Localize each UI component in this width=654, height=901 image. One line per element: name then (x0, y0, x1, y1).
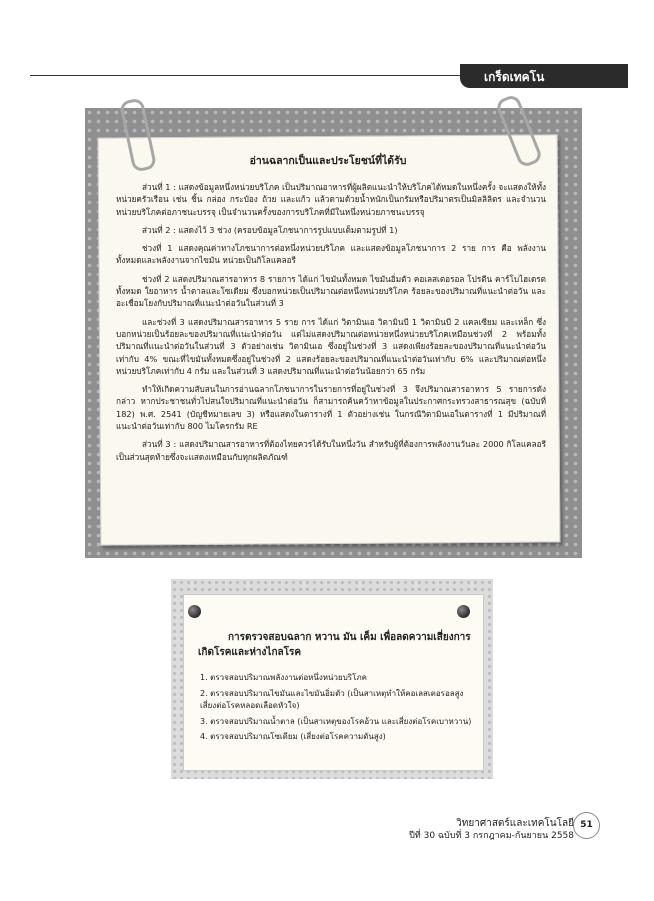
paragraph: และช่วงที่ 3 แสดงปริมาณสารอาหาร 5 ราย การ ได้แก่ วิตามินเอ วิตามินบี 1 วิตามินบี 2 แคลเซียม และเหล็ก ซึ่งบอกหน่วยเป็นร้อยละของปริมาณที่แนะนำต่อวัน แต่ไม่แสดงปริมาณต่อหน่วยหนึ่งหน่วยบริโภคเหมือนช่วงที่ 2 พร้อมทั้งปริมาณที่แนะนำต่อวันในส่วนที่ 3 ตัวอย่างเช่น วิตามินเอ ซึ่งอยู่ในช่วงที่ 3 แสดงเพียงร้อยละของปริมาณที่แนะนำต่อวันเท่ากับ 4% ขณะที่ไขมันทั้งหมดซึ่งอยู่ในช่วงที่ 2 แสดงร้อยละของปริมาณที่แนะนำต่อวันเท่ากับ 6% และปริมาณต่อหนึ่งหน่วยบริโภคเท่ากับ 4 กรัม และในส่วนที่ 3 แสดงปริมาณที่แนะนำต่อวันน้อยกว่า 65 กรัม (116, 316, 546, 376)
section-tab (460, 64, 628, 88)
pushpin-icon (457, 605, 470, 618)
paragraph: ช่วงที่ 1 แสดงคุณค่าทางโภชนาการต่อหนึ่งหน่วยบริโภค และแสดงข้อมูลโภชนาการ 2 ราย การ คือ พลังงานทั้งหมดและพลังงานจากไขมัน หน่วยเป็นกิโลแคลอรี (116, 243, 546, 266)
list-item: 4. ตรวจสอบปริมาณโซเดียม (เสี่ยงต่อโรคความดันสูง) (200, 732, 386, 741)
list-item: 2. ตรวจสอบปริมาณไขมันและไขมันอิ่มตัว (เป็นสาเหตุทำให้คอเลสเตอรอลสูง เสี่ยงต่อโรคหลอดเลือดหัวใจ) (200, 688, 464, 710)
paragraph: ส่วนที่ 1 : แสดงข้อมูลหนึ่งหน่วยบริโภค เป็นปริมาณอาหารที่ผู้ผลิตแนะนำให้บริโภคได้หมดในหนึ่งครั้ง จะแสดงให้ทั้งหน่วยครัวเรือน เช่น ชิ้น กล่อง กระป๋อง ถ้วย และแก้ว แล้วตามด้วยน้ำหนักเป็นกรัมหรือปริมาตรเป็นมิลลิลิตร และจำนวนหน่วยบริโภคต่อภาชนะบรรจุ เป็นจำนวนครั้งของการบริโภคที่มีในหนึ่งหน่วยภาชนะบรรจุ (116, 182, 546, 217)
section-tab-label: เกร็ดเทคโน (484, 70, 545, 84)
page-number: 51 (573, 812, 600, 839)
box1-body (116, 181, 546, 469)
paragraph: ส่วนที่ 2 : แสดงไว้ 3 ช่วง (ครอบข้อมูลโภชนาการรูปแบบเต็มตามรูปที่ 1) (142, 224, 398, 235)
issue-info: ปีที่ 30 ฉบับที่ 3 กรกฎาคม-กันยายน 2558 (409, 831, 574, 841)
footer (409, 818, 574, 842)
magazine-name: วิทยาศาสตร์และเทคโนโลยี (456, 818, 574, 829)
checklist (200, 672, 480, 747)
header-rule (30, 75, 500, 76)
box2-title: การตรวจสอบฉลาก หวาน มัน เค็ม เพื่อลดความเสี่ยงการเกิดโรคและห่างไกลโรค (198, 632, 471, 658)
paragraph: ส่วนที่ 3 : แสดงปริมาณสารอาหารที่ต้องไทยควรได้รับในหนึ่งวัน สำหรับผู้ที่ต้องการพลังงานวันละ 2000 กิโลแคลอรี เป็นส่วนสุดท้ายซึ่งจะแสดงเหมือนกับทุกผลิตภัณฑ์ (116, 439, 546, 462)
box1-title: อ่านฉลากเป็นและประโยชน์ที่ได้รับ (249, 155, 407, 167)
list-item: 3. ตรวจสอบปริมาณน้ำตาล (เป็นสาเหตุของโรคอ้วน และเสี่ยงต่อโรคเบาหวาน) (200, 716, 472, 726)
paragraph: ทำให้เกิดความสับสนในการอ่านฉลากโภชนาการในรายการที่อยู่ในช่วงที่ 3 จึงปริมาณสารอาหาร 5 รายการดังกล่าว หากประชาชนทั่วไปสนใจปริมาณที่แนะนำต่อวัน ก็สามารถค้นคว้าหาข้อมูลในประกาศกระทรวงสาธารณสุข (ฉบับที่ 182) พ.ศ. 2541 (บัญชีหมายเลข 3) หรือแสดงในตารางที่ 1 ตัวอย่างเช่น ในกรณีวิตามินเอในตารางที่ 1 มีปริมาณที่แนะนำต่อวันเท่ากับ 800 ไมโครกรัม RE (116, 384, 546, 432)
paragraph: ช่วงที่ 2 แสดงปริมาณสารอาหาร 8 รายการ ได้แก่ ไขมันทั้งหมด ไขมันอิ่มตัว คอเลสเตอรอล โปรตีน คาร์โบไฮเดรตทั้งหมด ใยอาหาร น้ำตาลและโซเดียม ซึ่งบอกหน่วยเป็นปริมาณต่อหนึ่งหน่วยบริโภค ร้อยละของปริมาณที่แนะนำต่อวัน และอะเชื่อมโยงกับปริมาณที่แนะนำต่อวันในส่วนที่ 3 (116, 273, 546, 309)
pushpin-icon (188, 605, 201, 618)
list-item: 1. ตรวจสอบปริมาณพลังงานต่อหนึ่งหน่วยบริโภค (200, 673, 367, 682)
